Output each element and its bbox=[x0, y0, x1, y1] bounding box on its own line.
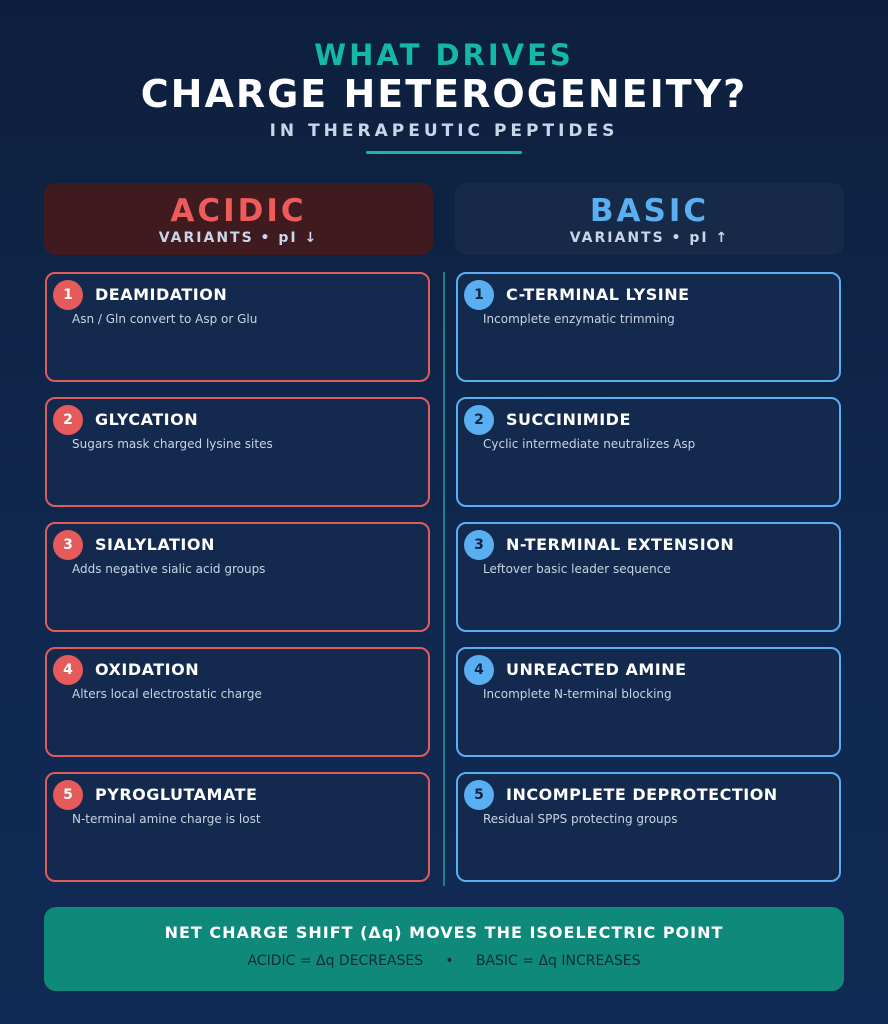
card-description: Asn / Gln convert to Asp or Glu bbox=[72, 312, 258, 326]
card-description: Cyclic intermediate neutralizes Asp bbox=[483, 437, 696, 451]
card-number-badge: 5 bbox=[53, 780, 83, 810]
acidic-column-title: ACIDIC bbox=[170, 193, 307, 229]
card-title: SIALYLATION bbox=[95, 535, 215, 554]
card-number-badge: 3 bbox=[464, 530, 494, 560]
basic-card-c-terminal-lysine bbox=[456, 272, 841, 382]
summary-title: NET CHARGE SHIFT (Δq) MOVES THE ISOELECTRIC POINT bbox=[164, 923, 724, 942]
acidic-card-deamidation bbox=[45, 272, 430, 382]
card-title: PYROGLUTAMATE bbox=[95, 785, 258, 804]
card-description: Residual SPPS protecting groups bbox=[483, 812, 678, 826]
acidic-card-pyroglutamate bbox=[45, 772, 430, 882]
card-description: Incomplete enzymatic trimming bbox=[483, 312, 675, 326]
card-number-badge: 4 bbox=[53, 655, 83, 685]
acidic-card-glycation bbox=[45, 397, 430, 507]
card-number-badge: 1 bbox=[464, 280, 494, 310]
summary-subtitle: ACIDIC = Δq DECREASES • BASIC = Δq INCREASES bbox=[247, 953, 641, 969]
card-number-badge: 4 bbox=[464, 655, 494, 685]
acidic-column-subtitle: VARIANTS • pI ↓ bbox=[158, 230, 319, 246]
card-title: SUCCINIMIDE bbox=[506, 410, 631, 429]
basic-card-unreacted-amine bbox=[456, 647, 841, 757]
basic-card-incomplete-deprotection bbox=[456, 772, 841, 882]
summary-banner bbox=[44, 907, 844, 991]
card-number-badge: 2 bbox=[464, 405, 494, 435]
card-description: N-terminal amine charge is lost bbox=[72, 812, 261, 826]
acidic-column-header bbox=[44, 183, 433, 255]
card-title: C-TERMINAL LYSINE bbox=[506, 285, 690, 304]
card-title: GLYCATION bbox=[95, 410, 199, 429]
acidic-card-sialylation bbox=[45, 522, 430, 632]
basic-card-n-terminal-extension bbox=[456, 522, 841, 632]
card-title: DEAMIDATION bbox=[95, 285, 228, 304]
page-title: CHARGE HETEROGENEITY? bbox=[140, 72, 748, 116]
card-number-badge: 3 bbox=[53, 530, 83, 560]
basic-column-header bbox=[455, 183, 844, 255]
card-title: N-TERMINAL EXTENSION bbox=[506, 535, 735, 554]
card-title: OXIDATION bbox=[95, 660, 200, 679]
card-description: Adds negative sialic acid groups bbox=[72, 562, 266, 576]
header-kicker: WHAT DRIVES bbox=[314, 38, 574, 72]
card-number-badge: 2 bbox=[53, 405, 83, 435]
card-title: INCOMPLETE DEPROTECTION bbox=[506, 785, 778, 804]
card-description: Leftover basic leader sequence bbox=[483, 562, 671, 576]
basic-column-subtitle: VARIANTS • pI ↑ bbox=[569, 230, 730, 246]
card-title: UNREACTED AMINE bbox=[506, 660, 687, 679]
page-subtitle: IN THERAPEUTIC PEPTIDES bbox=[269, 121, 619, 141]
card-description: Incomplete N-terminal blocking bbox=[483, 687, 672, 701]
title-underline bbox=[366, 151, 522, 154]
basic-card-succinimide bbox=[456, 397, 841, 507]
acidic-card-oxidation bbox=[45, 647, 430, 757]
card-description: Sugars mask charged lysine sites bbox=[72, 437, 273, 451]
basic-column-title: BASIC bbox=[589, 193, 710, 229]
card-number-badge: 1 bbox=[53, 280, 83, 310]
card-description: Alters local electrostatic charge bbox=[72, 687, 262, 701]
card-number-badge: 5 bbox=[464, 780, 494, 810]
column-divider bbox=[443, 272, 445, 886]
